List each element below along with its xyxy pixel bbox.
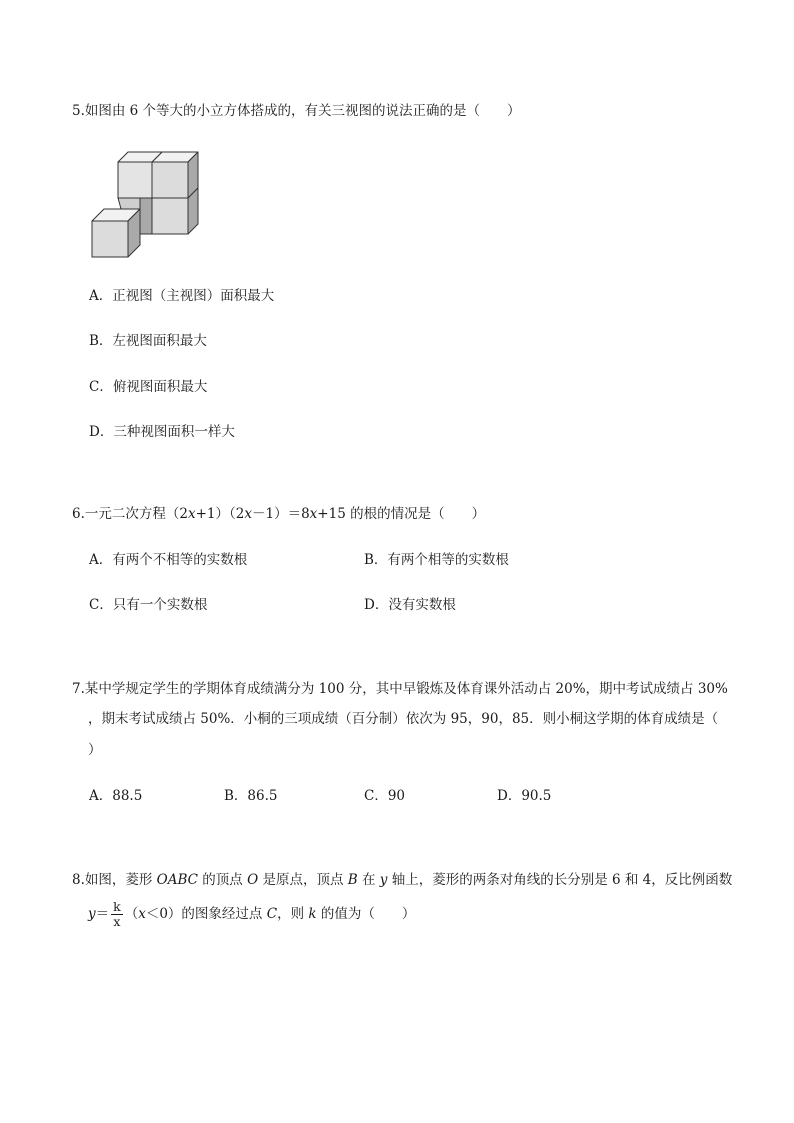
q7-option-a: A．88.5: [89, 788, 143, 804]
q7-option-c: C．90: [364, 788, 406, 804]
q5-option-d: D．三种视图面积一样大: [89, 424, 235, 440]
question-7-line-2: ，期末考试成绩占 50%．小桐的三项成绩（百分制）依次为 95，90，85．则小桐这学期的体育成绩是（: [88, 711, 719, 727]
q7-option-d: D．90.5: [497, 788, 552, 804]
q5-option-a: A．正视图（主视图）面积最大: [89, 288, 275, 304]
fraction-k-over-x: $\frac{k}{x}$: [113, 899, 121, 929]
cube-stack-figure: [88, 148, 204, 260]
question-6-stem: 6.一元二次方程（2x+1）（2x－1）＝8x+15 的根的情况是（ ）: [72, 506, 486, 522]
q7-option-b: B．86.5: [224, 788, 278, 804]
question-7-line-1: 7.某中学规定学生的学期体育成绩满分为 100 分，其中早锻炼及体育课外活动占 20%，期中考试成绩占 30%: [72, 681, 728, 697]
question-8-line-1: 8.如图，菱形 OABC 的顶点 O 是原点，顶点 B 在 y 轴上，菱形的两条对角线的长分别是 6 和 4，反比例函数: [72, 872, 733, 888]
cube-top-right: [152, 152, 198, 198]
q6-option-a: A．有两个不相等的实数根: [89, 552, 248, 568]
q5-option-b: B．左视图面积最大: [89, 333, 207, 349]
question-7-line-3: ）: [88, 742, 102, 758]
q6-option-c: C．只有一个实数根: [89, 597, 208, 613]
question-5-stem: 5.如图由 6 个等大的小立方体搭成的，有关三视图的说法正确的是（ ）: [72, 103, 521, 119]
q6-option-b: B．有两个相等的实数根: [364, 552, 509, 568]
q6-option-d: D．没有实数根: [364, 597, 456, 613]
cube-front-left: [92, 209, 140, 257]
q5-option-c: C．俯视图面积最大: [89, 379, 208, 395]
question-8-line-2: y＝ $\frac{k}{x}$ （x＜0）的图象经过点 C，则 k 的值为（ ）: [88, 899, 416, 929]
